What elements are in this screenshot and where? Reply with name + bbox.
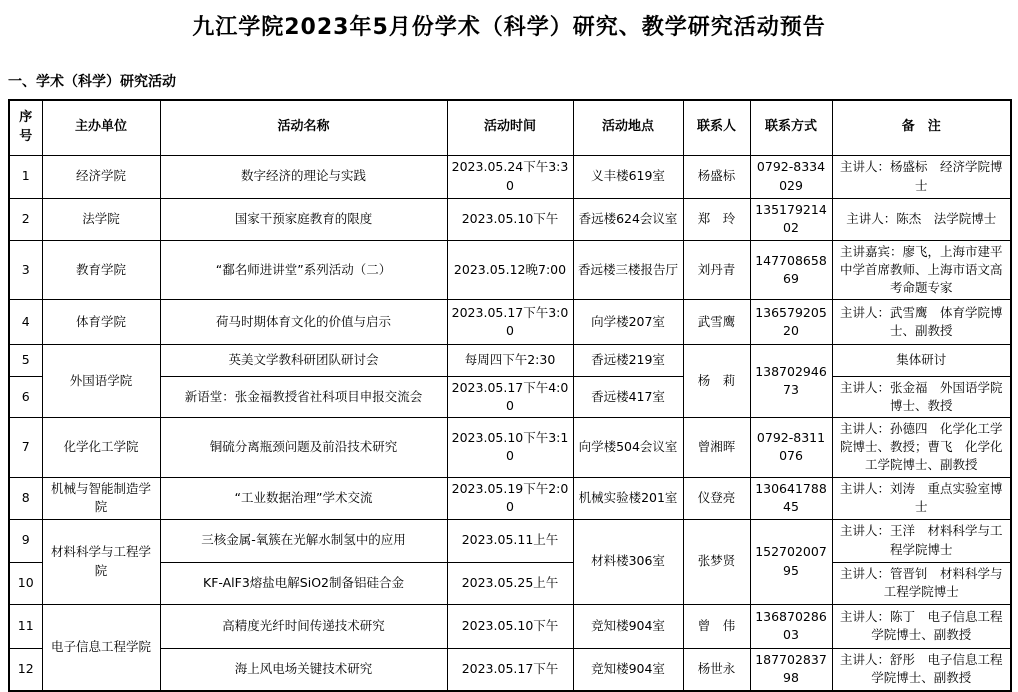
header-unit: 主办单位	[42, 100, 160, 155]
cell-note: 主讲人：杨盛标 经济学院博士	[832, 155, 1011, 198]
cell-phone: 13870294673	[750, 344, 832, 417]
cell-place: 机械实验楼201室	[573, 477, 683, 519]
cell-phone: 18770283798	[750, 648, 832, 691]
header-place: 活动地点	[573, 100, 683, 155]
cell-unit: 材料科学与工程学院	[42, 519, 160, 604]
table-row	[9, 604, 1011, 648]
cell-name: 国家干预家庭教育的限度	[160, 198, 447, 240]
table-row	[9, 477, 1011, 519]
cell-contact: 张梦贤	[683, 519, 750, 604]
cell-note: 主讲人：孙德四 化学化工学院博士、教授；曹飞 化学化工学院博士、副教授	[832, 418, 1011, 477]
cell-place: 义丰楼619室	[573, 155, 683, 198]
cell-name: 海上风电场关键技术研究	[160, 648, 447, 691]
cell-note: 主讲人：刘涛 重点实验室博士	[832, 477, 1011, 519]
cell-note: 主讲人：王洋 材料科学与工程学院博士	[832, 519, 1011, 562]
header-note: 备 注	[832, 100, 1011, 155]
cell-no: 5	[9, 344, 42, 376]
cell-phone: 15270200795	[750, 519, 832, 604]
cell-no: 7	[9, 418, 42, 477]
cell-no: 4	[9, 299, 42, 344]
cell-time: 2023.05.10下午	[447, 604, 573, 648]
cell-unit: 体育学院	[42, 299, 160, 344]
cell-note: 主讲人：武雪鹰 体育学院博士、副教授	[832, 299, 1011, 344]
cell-contact: 曾 伟	[683, 604, 750, 648]
cell-unit: 法学院	[42, 198, 160, 240]
cell-time: 2023.05.17下午	[447, 648, 573, 691]
cell-contact: 刘丹青	[683, 240, 750, 299]
table-row	[9, 198, 1011, 240]
cell-unit: 经济学院	[42, 155, 160, 198]
cell-contact: 杨盛标	[683, 155, 750, 198]
cell-name: 荷马时期体育文化的价值与启示	[160, 299, 447, 344]
table-row	[9, 376, 1011, 417]
cell-time: 每周四下午2:30	[447, 344, 573, 376]
cell-time: 2023.05.25上午	[447, 562, 573, 604]
cell-note: 主讲人：舒彤 电子信息工程学院博士、副教授	[832, 648, 1011, 691]
header-time: 活动时间	[447, 100, 573, 155]
cell-phone: 13064178845	[750, 477, 832, 519]
cell-unit: 化学化工学院	[42, 418, 160, 477]
cell-note: 主讲人：管晋钊 材料科学与工程学院博士	[832, 562, 1011, 604]
cell-place: 向学楼504会议室	[573, 418, 683, 477]
cell-unit: 机械与智能制造学院	[42, 477, 160, 519]
cell-no: 3	[9, 240, 42, 299]
cell-no: 10	[9, 562, 42, 604]
cell-name: 英美文学教科研团队研讨会	[160, 344, 447, 376]
cell-contact: 杨世永	[683, 648, 750, 691]
cell-time: 2023.05.10下午	[447, 198, 573, 240]
cell-no: 9	[9, 519, 42, 562]
cell-time: 2023.05.17下午3:00	[447, 299, 573, 344]
table-header-row	[9, 100, 1011, 155]
cell-name: “鄱名师进讲堂”系列活动（二）	[160, 240, 447, 299]
table-row	[9, 155, 1011, 198]
cell-place: 向学楼207室	[573, 299, 683, 344]
cell-contact: 杨 莉	[683, 344, 750, 417]
cell-phone: 0792-8311076	[750, 418, 832, 477]
activity-table	[8, 99, 1012, 692]
cell-note: 集体研讨	[832, 344, 1011, 376]
page-title: 九江学院2023年5月份学术（科学）研究、教学研究活动预告	[192, 15, 826, 40]
cell-name: 三核金属-氧簇在光解水制氢中的应用	[160, 519, 447, 562]
cell-name: “工业数据治理”学术交流	[160, 477, 447, 519]
cell-no: 6	[9, 376, 42, 417]
cell-note: 主讲人：陈丁 电子信息工程学院博士、副教授	[832, 604, 1011, 648]
header-phone: 联系方式	[750, 100, 832, 155]
cell-time: 2023.05.12晚7:00	[447, 240, 573, 299]
cell-note: 主讲嘉宾：廖飞，上海市建平中学首席教师、上海市语文高考命题专家	[832, 240, 1011, 299]
cell-phone: 0792-8334029	[750, 155, 832, 198]
cell-no: 2	[9, 198, 42, 240]
cell-time: 2023.05.10下午3:10	[447, 418, 573, 477]
cell-time: 2023.05.11上午	[447, 519, 573, 562]
cell-name: 高精度光纤时间传递技术研究	[160, 604, 447, 648]
section-heading: 一、学术（科学）研究活动	[8, 74, 176, 90]
cell-no: 8	[9, 477, 42, 519]
cell-place: 竞知楼904室	[573, 604, 683, 648]
cell-name: 新语堂：张金福教授省社科项目申报交流会	[160, 376, 447, 417]
cell-no: 1	[9, 155, 42, 198]
cell-place: 竞知楼904室	[573, 648, 683, 691]
cell-no: 12	[9, 648, 42, 691]
cell-time: 2023.05.17下午4:00	[447, 376, 573, 417]
cell-phone: 13657920520	[750, 299, 832, 344]
table-row	[9, 418, 1011, 477]
table-row	[9, 344, 1011, 376]
cell-place: 香远楼417室	[573, 376, 683, 417]
cell-name: KF-AlF3熔盐电解SiO2制备铝硅合金	[160, 562, 447, 604]
cell-contact: 仪登亮	[683, 477, 750, 519]
cell-time: 2023.05.19下午2:00	[447, 477, 573, 519]
cell-no: 11	[9, 604, 42, 648]
cell-phone: 14770865869	[750, 240, 832, 299]
cell-unit: 教育学院	[42, 240, 160, 299]
table-row	[9, 299, 1011, 344]
cell-contact: 曾湘晖	[683, 418, 750, 477]
cell-contact: 郑 玲	[683, 198, 750, 240]
cell-unit: 外国语学院	[42, 344, 160, 417]
cell-time: 2023.05.24下午3:30	[447, 155, 573, 198]
cell-contact: 武雪鹰	[683, 299, 750, 344]
table-row	[9, 648, 1011, 691]
cell-note: 主讲人：陈杰 法学院博士	[832, 198, 1011, 240]
table-row	[9, 562, 1011, 604]
table-row	[9, 240, 1011, 299]
cell-place: 材料楼306室	[573, 519, 683, 604]
header-activity-name: 活动名称	[160, 100, 447, 155]
cell-place: 香远楼624会议室	[573, 198, 683, 240]
cell-note: 主讲人：张金福 外国语学院博士、教授	[832, 376, 1011, 417]
header-serial: 序号	[9, 100, 42, 155]
table-row	[9, 519, 1011, 562]
cell-unit: 电子信息工程学院	[42, 604, 160, 691]
cell-place: 香远楼三楼报告厅	[573, 240, 683, 299]
cell-name: 铜硫分离瓶颈问题及前沿技术研究	[160, 418, 447, 477]
cell-place: 香远楼219室	[573, 344, 683, 376]
cell-phone: 13517921402	[750, 198, 832, 240]
header-contact: 联系人	[683, 100, 750, 155]
cell-phone: 13687028603	[750, 604, 832, 648]
cell-name: 数字经济的理论与实践	[160, 155, 447, 198]
